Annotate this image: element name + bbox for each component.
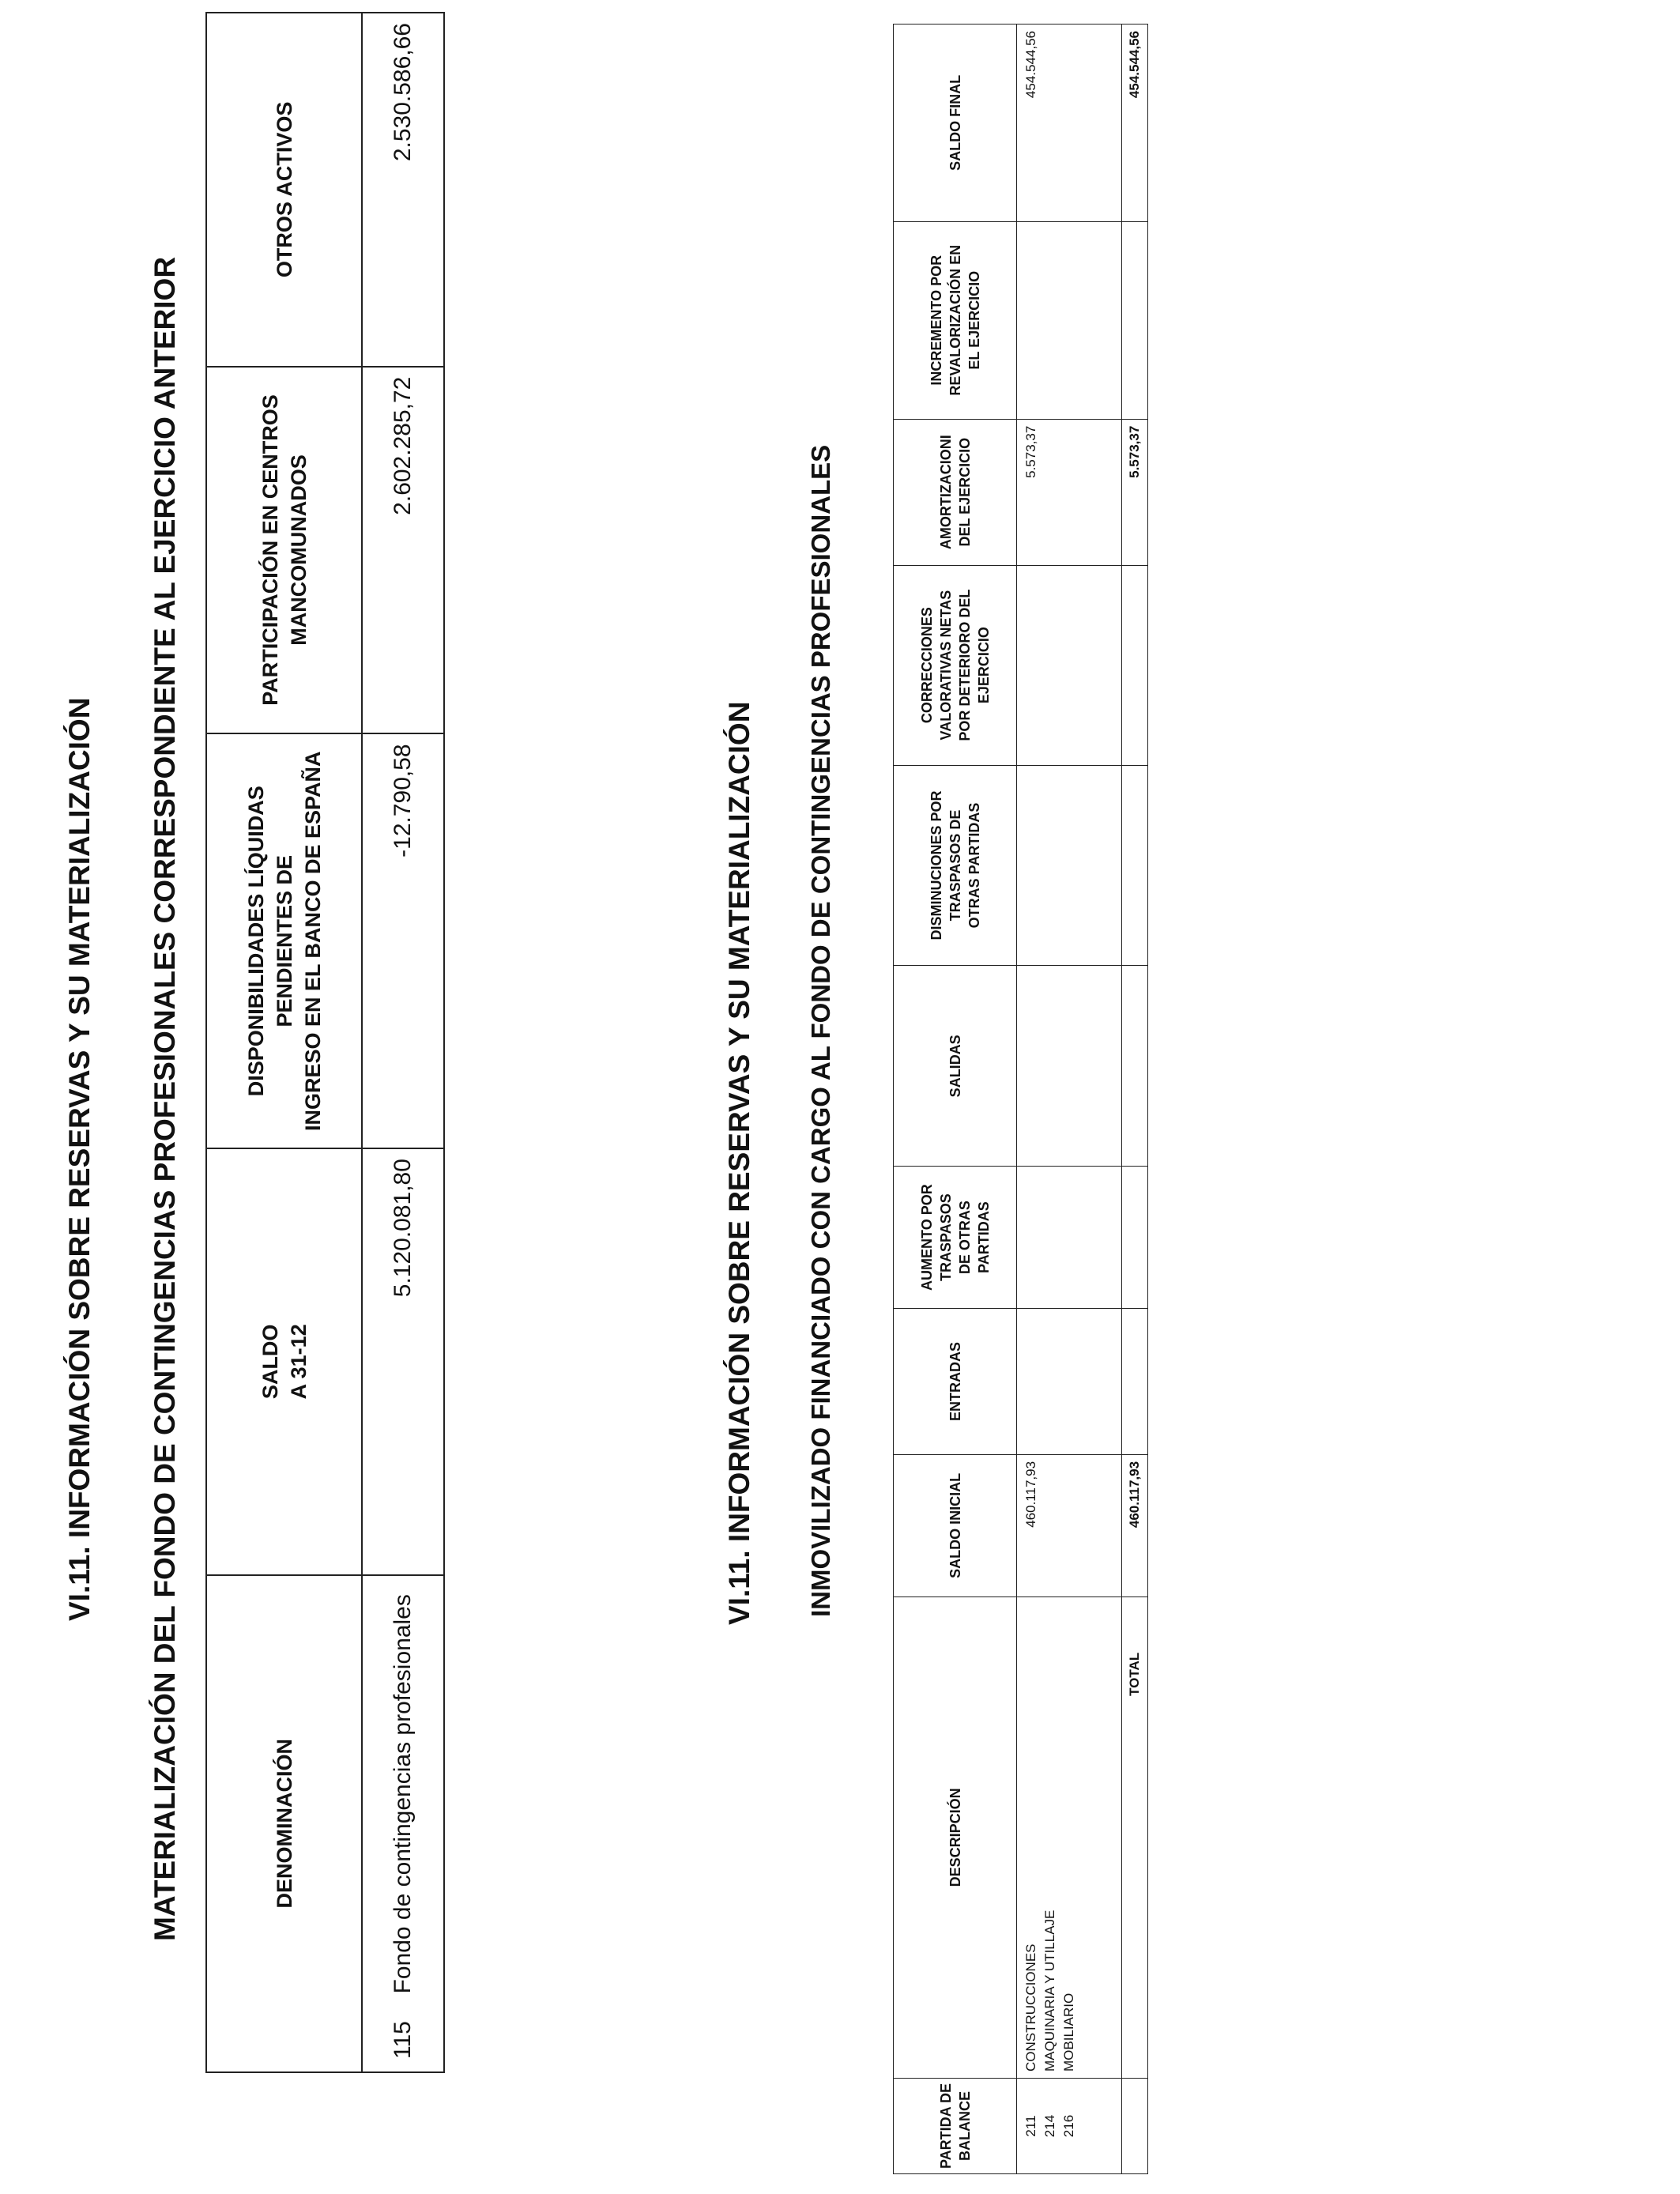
section1-subtitle: MATERIALIZACIÓN DEL FONDO DE CONTINGENCIAS PROFESIONALES CORRESPONDIENTE AL EJERCICIO ANTERIOR [149, 256, 181, 1941]
header-saldo-inicial: SALDO INICIAL [894, 1454, 1017, 1596]
header-saldo: SALDO A 31-12 [206, 1148, 362, 1574]
total-amortizacion: 5.573,37 [1122, 419, 1148, 565]
amortizacion-value: 5.573,37 [1017, 419, 1122, 565]
entradas-value [1017, 1309, 1122, 1455]
total-disminuciones [1122, 765, 1148, 966]
salidas-value [1017, 966, 1122, 1167]
header-otros-activos: OTROS ACTIVOS [206, 13, 362, 367]
header-partida: PARTIDA DE BALANCE [894, 2079, 1017, 2174]
reserves-table [205, 12, 445, 2073]
total-incremento [1122, 221, 1148, 419]
correcciones-value [1017, 565, 1122, 765]
total-saldo-final: 454.544,56 [1122, 25, 1148, 222]
row-participacion: 2.602.285,72 [362, 367, 444, 734]
header-correcciones: CORRECCIONES VALORATIVAS NETAS POR DETERIORO DEL EJERCICIO [894, 565, 1017, 765]
total-row [1122, 25, 1148, 2174]
total-aumento [1122, 1167, 1148, 1309]
saldo-inicial-value: 460.117,93 [1017, 1454, 1122, 1596]
table-row-code: 211 [1023, 2115, 1038, 2137]
section2-subtitle: INMOVILIZADO FINANCIADO CON CARGO AL FONDO DE CONTINGENCIAS PROFESIONALES [806, 444, 835, 1617]
total-entradas [1122, 1309, 1148, 1455]
header-row [206, 13, 362, 2072]
header-row [894, 25, 1017, 2174]
header-denominacion: DENOMINACIÓN [206, 1575, 362, 2072]
total-label: TOTAL [1122, 1596, 1148, 2078]
total-correcciones [1122, 565, 1148, 765]
saldo-final-value: 454.544,56 [1017, 25, 1122, 222]
header-descripcion: DESCRIPCIÓN [894, 1596, 1017, 2078]
descriptions [1017, 1596, 1122, 2078]
total-saldo-inicial: 460.117,93 [1122, 1454, 1148, 1596]
table-row-code: 216 [1061, 2114, 1076, 2138]
header-incremento: INCREMENTO POR REVALORIZACIÓN EN EL EJERCICIO [894, 221, 1017, 419]
total-salidas [1122, 966, 1148, 1167]
row-name: Fondo de contingencias profesionales [390, 1594, 416, 1994]
section1-title: VI.11. INFORMACIÓN SOBRE RESERVAS Y SU MATERIALIZACIÓN [63, 697, 96, 1621]
header-participacion: PARTICIPACIÓN EN CENTROS MANCOMUNADOS [206, 367, 362, 734]
partida-codes [1017, 2079, 1122, 2174]
disminuciones-value [1017, 765, 1122, 966]
row-disponibilidades: -12.790,58 [362, 733, 444, 1148]
row-saldo: 5.120.081,80 [362, 1148, 444, 1574]
table-row [362, 13, 444, 2072]
row-denominacion [362, 1575, 444, 2072]
header-amortizacion: AMORTIZACIONI DEL EJERCICIO [894, 419, 1017, 565]
table-row-desc: MAQUINARIA Y UTILLAJE [1042, 1909, 1057, 2071]
table-row-code: 214 [1042, 2114, 1057, 2138]
header-saldo-final: SALDO FINAL [894, 25, 1017, 222]
row-code: 115 [390, 2021, 416, 2059]
table-row-desc: CONSTRUCCIONES [1023, 1943, 1038, 2071]
header-salidas: SALIDAS [894, 966, 1017, 1167]
data-row [1017, 25, 1122, 2174]
incremento-value [1017, 221, 1122, 419]
row-otros-activos: 2.530.586,66 [362, 13, 444, 367]
header-disponibilidades: DISPONIBILIDADES LÍQUIDAS PENDIENTES DE INGRESO EN EL BANCO DE ESPAÑA [206, 733, 362, 1148]
header-entradas: ENTRADAS [894, 1309, 1017, 1455]
total-blank [1122, 2079, 1148, 2174]
section2-title: VI.11. INFORMACIÓN SOBRE RESERVAS Y SU MATERIALIZACIÓN [723, 701, 755, 1625]
header-aumento: AUMENTO POR TRASPASOS DE OTRAS PARTIDAS [894, 1167, 1017, 1309]
table-row-desc: MOBILIARIO [1061, 1992, 1076, 2071]
inmovilizado-table [893, 24, 1148, 2174]
header-disminuciones: DISMINUCIONES POR TRASPASOS DE OTRAS PARTIDAS [894, 765, 1017, 966]
aumento-value [1017, 1167, 1122, 1309]
